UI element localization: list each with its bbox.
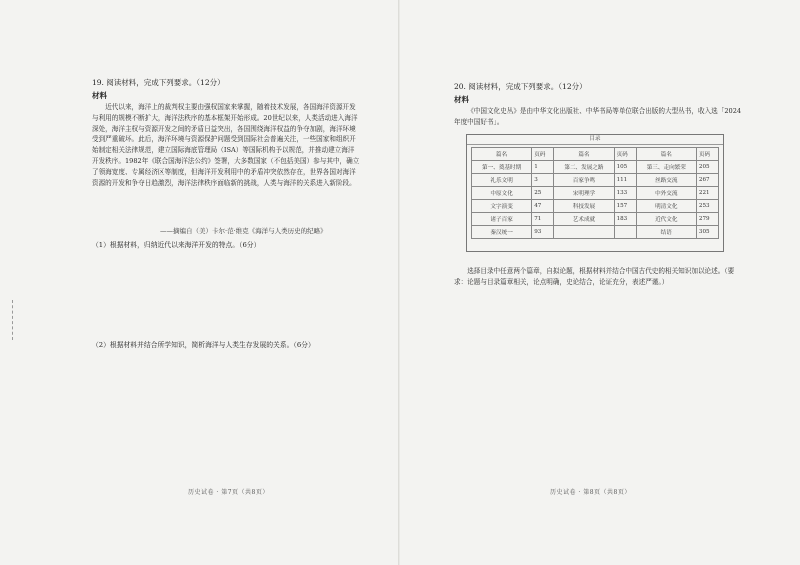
right-page: [400, 0, 800, 565]
page-number-cell: 111: [614, 174, 636, 187]
material-paragraph: 《中国文化史丛》是由中华文化出版社、中华书局等单位联合出版的大型丛书，收入选「2024年度中国好书」。: [454, 107, 742, 126]
table-row: [472, 200, 719, 213]
page-number-cell: 页码: [696, 148, 718, 161]
page-number-cell: 页码: [532, 148, 554, 161]
chapter-title-cell: 百家争鸣: [554, 174, 614, 187]
contents-table: [471, 147, 719, 239]
essay-instruction: 选择目录中任意两个篇章，自拟论题，根据材料并结合中国古代史的相关知识加以论述。（要求：论题与目录篇章相关，论点明确，史论结合，论证充分，表述严谨。）: [454, 267, 735, 286]
chapter-title-cell: 第一、奠基时期: [472, 161, 532, 174]
sub-question-2: （2）根据材料并结合所学知识，简析海洋与人类生存发展的关系。（6分）: [92, 341, 315, 349]
material-paragraph: 近代以来，海洋上的裁判权主要由强权国家来掌握，随着技术发展，各国海洋资源开发与利用的规模不断扩大，海洋法秩序的基本框架开始形成。20世纪以来，人类活动进入海洋深处，海洋主权与资源开发之间的矛盾日益突出，各国围绕海洋权益的争夺加剧，海洋环境受到严重破坏。此后，海洋环境与资源保护问题受到国际社会普遍关注，一些国家和组织开始制定相关法律规范，建立国际海底管理局（ISA）等国际机构予以规范，并推动建立海洋开发秩序。1982年《联合国海洋法公约》签署，大多数国家（不包括美国）参与其中，确立了领海宽度、专属经济区等制度，但海洋开发利用中的矛盾冲突依然存在，世界各国对海洋资源的开发和争夺日趋激烈，海洋法律秩序面临新的挑战，人类与海洋的关系进入新阶段。: [92, 103, 360, 187]
page-number-cell: 3: [532, 174, 554, 187]
question-19-header: 19. 阅读材料，完成下列要求。（12分）: [92, 78, 225, 87]
chapter-title-cell: 丝路交流: [636, 174, 696, 187]
page-number-cell: [614, 226, 636, 239]
chapter-title-cell: 明清文化: [636, 200, 696, 213]
page-number-cell: 页码: [614, 148, 636, 161]
table-row: [472, 174, 719, 187]
material-source: ——摘编自（美）卡尔·范·维克《海洋与人类历史的纪略》: [160, 227, 327, 235]
chapter-title-cell: 结语: [636, 226, 696, 239]
chapter-title-cell: 第二、发展之路: [554, 161, 614, 174]
chapter-title-cell: 科技发展: [554, 200, 614, 213]
page-number-cell: 47: [532, 200, 554, 213]
page-number-cell: 267: [696, 174, 718, 187]
material-label: 材料: [92, 91, 107, 100]
page-number-cell: 183: [614, 213, 636, 226]
chapter-title-cell: 中原文化: [472, 187, 532, 200]
table-row: [472, 213, 719, 226]
page-footer: 历史试卷 · 第7页（共8页）: [188, 489, 269, 496]
chapter-title-cell: 艺术成就: [554, 213, 614, 226]
chapter-title-cell: 宋明理学: [554, 187, 614, 200]
question-20-header: 20. 阅读材料，完成下列要求。（12分）: [454, 82, 587, 91]
page-footer: 历史试卷 · 第8页（共8页）: [550, 489, 631, 496]
page-number-cell: 305: [696, 226, 718, 239]
chapter-title-cell: 礼乐文明: [472, 174, 532, 187]
chapter-title-cell: 篇名: [554, 148, 614, 161]
page-number-cell: 205: [696, 161, 718, 174]
page-number-cell: 25: [532, 187, 554, 200]
chapter-title-cell: 文字演变: [472, 200, 532, 213]
page-number-cell: 253: [696, 200, 718, 213]
page-number-cell: 279: [696, 213, 718, 226]
chapter-title-cell: 中外交流: [636, 187, 696, 200]
page-number-cell: 71: [532, 213, 554, 226]
chapter-title-cell: 篇名: [472, 148, 532, 161]
contents-table-title: 目录: [467, 135, 723, 145]
page-number-cell: 1: [532, 161, 554, 174]
table-row: [472, 187, 719, 200]
contents-table-frame: [466, 134, 724, 252]
chapter-title-cell: 篇名: [636, 148, 696, 161]
table-row: [472, 226, 719, 239]
left-page: [0, 0, 398, 565]
material-label: 材料: [454, 95, 469, 104]
page-number-cell: 93: [532, 226, 554, 239]
page-number-cell: 133: [614, 187, 636, 200]
chapter-title-cell: 近代文化: [636, 213, 696, 226]
page-number-cell: 105: [614, 161, 636, 174]
page-number-cell: 157: [614, 200, 636, 213]
table-header-row: [472, 148, 719, 161]
chapter-title-cell: 秦汉统一: [472, 226, 532, 239]
chapter-title-cell: 诸子百家: [472, 213, 532, 226]
sub-question-1: （1）根据材料，归纳近代以来海洋开发的特点。（6分）: [92, 241, 261, 249]
page-number-cell: 221: [696, 187, 718, 200]
chapter-title-cell: 第三、走向繁荣: [636, 161, 696, 174]
table-row: [472, 161, 719, 174]
chapter-title-cell: [554, 226, 614, 239]
